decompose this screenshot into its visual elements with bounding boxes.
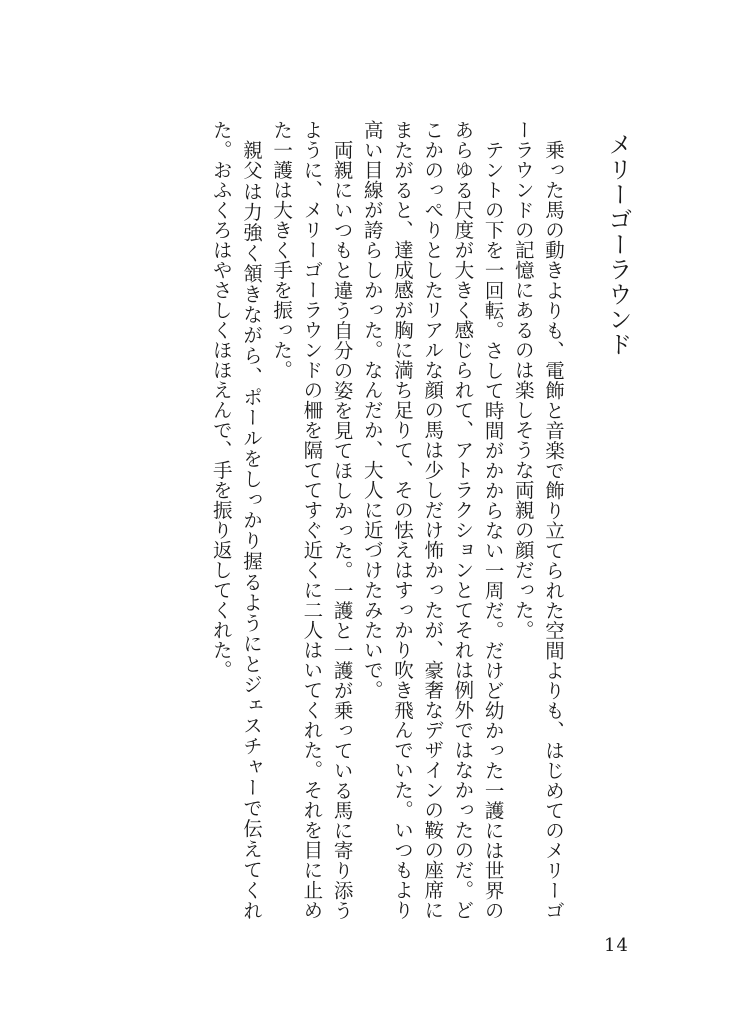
chapter-title: メリーゴーラウンド bbox=[604, 132, 632, 357]
paragraph-2: テントの下を一回転。さして時間がかからない一周だ。だけど幼かった一護には世界のあらゆる尺度が大きく感じられて、アトラクションとてそれは例外ではなかったのだ。どこかのっぺりとしたリアルな顔の馬は少しだけ怖かったが、豪奢なデザインの鞍の座席にまたがると、達成感が胸に満ち足りて、その怯えはすっかり吹き飛んでいた。いつもより高い目線が誇らしかった。なんだか、大人に近づけたみたいで。 bbox=[360, 120, 505, 920]
paragraph-3: 両親にいつもと違う自分の姿を見てほしかった。一護と一護が乗っている馬に寄り添うように、メリーゴーラウンドの柵を隔ててすぐ近くに二人はいてくれた。それを目に止めた一護は大きく手を振った。 bbox=[270, 120, 354, 920]
paragraph-4: 親父は力強く頷きながら、ポールをしっかり握るようにとジェスチャーで伝えてくれた。おふくろはやさしくほほえんで、手を振り返してくれた。 bbox=[209, 120, 263, 920]
page-number: 14 bbox=[604, 935, 629, 956]
body-text bbox=[168, 120, 568, 920]
paragraph-1: 乗った馬の動きよりも、電飾と音楽で飾り立てられた空間よりも、はじめてのメリーゴーラウンドの記憶にあるのは楽しそうな両親の顔だった。 bbox=[511, 120, 565, 920]
